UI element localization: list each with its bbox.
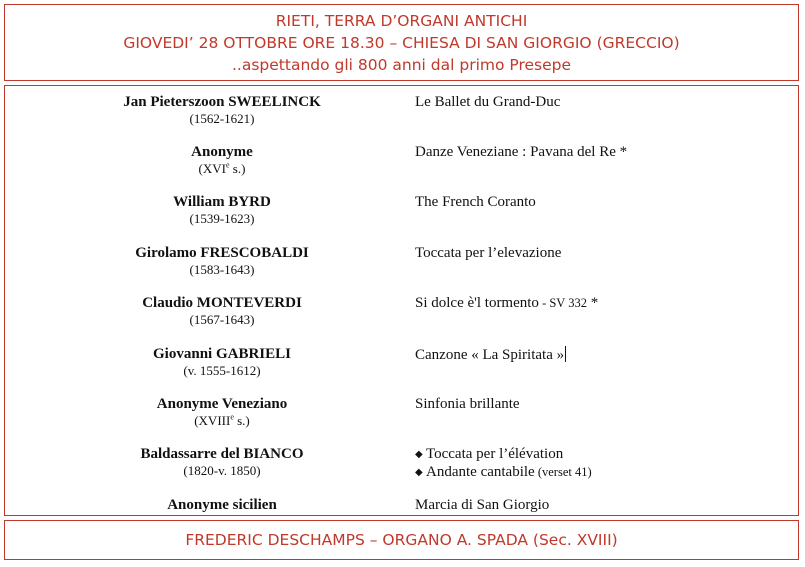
header-date-venue: GIOVEDI’ 28 OTTOBRE ORE 18.30 – CHIESA DI SAN GIORGIO (GRECCIO) <box>123 34 680 52</box>
piece-title: Si dolce è'l tormento - SV 332 * <box>415 295 599 311</box>
composer <box>82 497 362 514</box>
piece-title: Danze Veneziane : Pavana del Re * <box>415 144 628 160</box>
composer-dates: (1567-1643) <box>189 312 255 327</box>
piece-item <box>415 464 592 482</box>
composer-name: Baldassarre del BIANCO <box>140 446 304 462</box>
composer-name: Jan Pieterszoon SWEELINCK <box>123 94 321 110</box>
piece-title: Toccata per l’élévation <box>426 446 564 462</box>
composer-name: Claudio MONTEVERDI <box>142 295 302 311</box>
composer-name: Anonyme <box>191 144 253 160</box>
composer <box>82 295 362 328</box>
performer-footer <box>4 520 799 560</box>
composer-dates: (1583-1643) <box>189 262 255 277</box>
composer <box>82 94 362 127</box>
piece-title: Canzone « La Spiritata » <box>415 347 565 363</box>
program-entry <box>5 396 800 442</box>
composer-name: William BYRD <box>173 194 271 210</box>
program-entry <box>5 446 800 492</box>
header-title: RIETI, TERRA D’ORGANI ANTICHI <box>275 12 528 30</box>
piece-title: Sinfonia brillante <box>415 396 520 412</box>
piece-title: Marcia di San Giorgio <box>415 497 550 513</box>
program-entry <box>5 295 800 341</box>
piece-title: Toccata per l’elevazione <box>415 245 562 261</box>
composer-name: Anonyme Veneziano <box>156 396 288 412</box>
composer-dates: (1820-v. 1850) <box>183 463 261 478</box>
concert-header <box>4 4 799 81</box>
piece-title: The French Coranto <box>415 194 536 210</box>
composer <box>82 346 362 379</box>
composer-name: Giovanni GABRIELI <box>153 346 291 362</box>
program-list <box>4 85 799 516</box>
piece-list <box>415 446 592 482</box>
composer <box>82 245 362 278</box>
performer-credit: FREDERIC DESCHAMPS – ORGANO A. SPADA (Sec. XVIII) <box>185 531 618 549</box>
piece-item <box>415 446 592 464</box>
composer <box>82 194 362 227</box>
piece-title: Andante cantabile <box>426 464 535 480</box>
diamond-bullet-icon: ◆ <box>415 449 423 460</box>
composer <box>82 446 362 479</box>
diamond-bullet-icon: ◆ <box>415 467 423 478</box>
composer-dates: (v. 1555-1612) <box>183 363 261 378</box>
program-entry <box>5 94 800 140</box>
program-entry <box>5 245 800 291</box>
text-cursor <box>565 346 566 362</box>
composer <box>82 396 362 429</box>
composer-dates: (XVIIIe s.) <box>194 412 250 428</box>
piece-detail: (verset 41) <box>534 465 592 479</box>
header-subtitle: ..aspettando gli 800 anni dal primo Presepe <box>231 56 572 74</box>
composer-dates: (XVIe s.) <box>198 160 246 176</box>
composer-name: Girolamo FRESCOBALDI <box>135 245 309 261</box>
composer-dates: (1562-1621) <box>189 111 255 126</box>
program-entry <box>5 194 800 240</box>
composer-name: Anonyme sicilien <box>167 497 277 513</box>
piece-title: Le Ballet du Grand-Duc <box>415 94 561 110</box>
program-entry <box>5 144 800 190</box>
program-entry <box>5 346 800 392</box>
composer <box>82 144 362 177</box>
composer-dates: (1539-1623) <box>189 211 255 226</box>
